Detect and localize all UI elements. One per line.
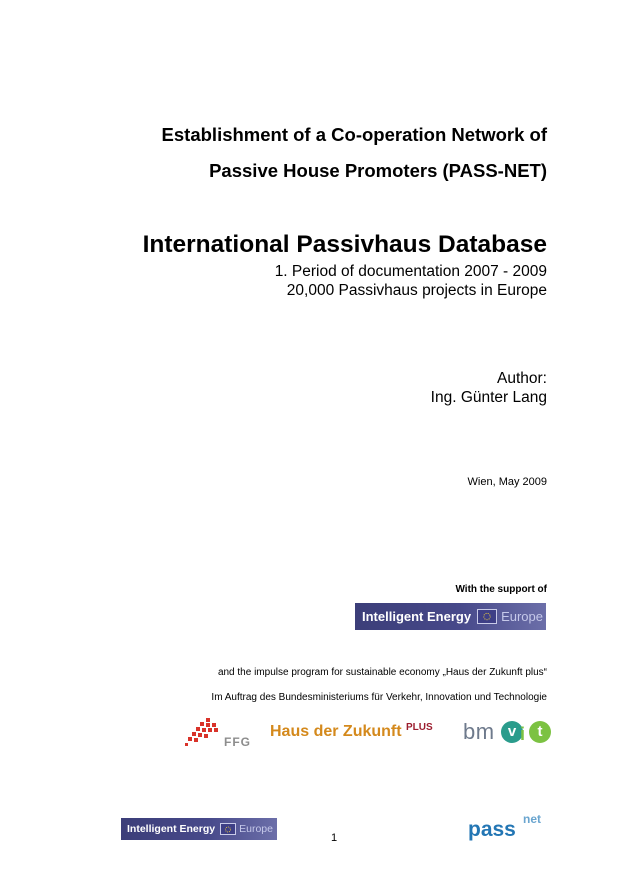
- ie-logo-suffix: Europe: [501, 609, 543, 624]
- eu-flag-icon: [477, 609, 497, 624]
- support-label: With the support of: [455, 584, 547, 595]
- eu-stars-icon: [481, 612, 493, 621]
- bmvit-t-circle: t: [529, 721, 551, 743]
- page-number: 1: [331, 832, 338, 844]
- author-label: Author:: [497, 370, 547, 387]
- ministry-text: Im Auftrag des Bundesministeriums für Verkehr, Innovation und Technologie: [211, 692, 547, 703]
- passnet-net-text: net: [523, 812, 541, 826]
- subtitle-line-1: Establishment of a Co-operation Network of: [161, 124, 547, 145]
- author-name: Ing. Günter Lang: [430, 389, 547, 406]
- bmvit-v-circle: v: [501, 721, 523, 743]
- footer-intelligent-energy-logo: [121, 818, 277, 840]
- ffg-text: FFG: [224, 735, 251, 749]
- footer-ie-logo-suffix: Europe: [239, 823, 273, 835]
- place-date: Wien, May 2009: [467, 476, 547, 488]
- bmvit-logo: [463, 718, 555, 748]
- passnet-logo: [468, 812, 550, 842]
- haus-der-zukunft-logo: [270, 723, 433, 741]
- passnet-pass-text: pass: [468, 818, 516, 841]
- footer-eu-flag-icon: [220, 823, 236, 835]
- projects-line: 20,000 Passivhaus projects in Europe: [286, 282, 547, 299]
- footer-eu-stars-icon: [223, 826, 233, 833]
- intelligent-energy-logo: [355, 603, 546, 630]
- ie-logo-main: Intelligent Energy: [362, 609, 472, 624]
- period-line: 1. Period of documentation 2007 - 2009: [274, 263, 547, 280]
- hdz-plus: PLUS: [406, 722, 433, 733]
- subtitle-line-2: Passive House Promoters (PASS-NET): [209, 160, 547, 181]
- impulse-program-text: and the impulse program for sustainable economy „Haus der Zukunft plus“: [217, 667, 547, 678]
- main-title: International Passivhaus Database: [142, 231, 547, 258]
- bmvit-prefix: bm: [463, 719, 495, 744]
- bmvit-i: [520, 724, 525, 745]
- hdz-text: Haus der Zukunft: [270, 723, 402, 740]
- ffg-mark-icon: [184, 716, 224, 748]
- footer-ie-logo-main: Intelligent Energy: [127, 823, 216, 835]
- bmvit-i-letter: i: [520, 724, 526, 744]
- ffg-logo: [184, 716, 254, 750]
